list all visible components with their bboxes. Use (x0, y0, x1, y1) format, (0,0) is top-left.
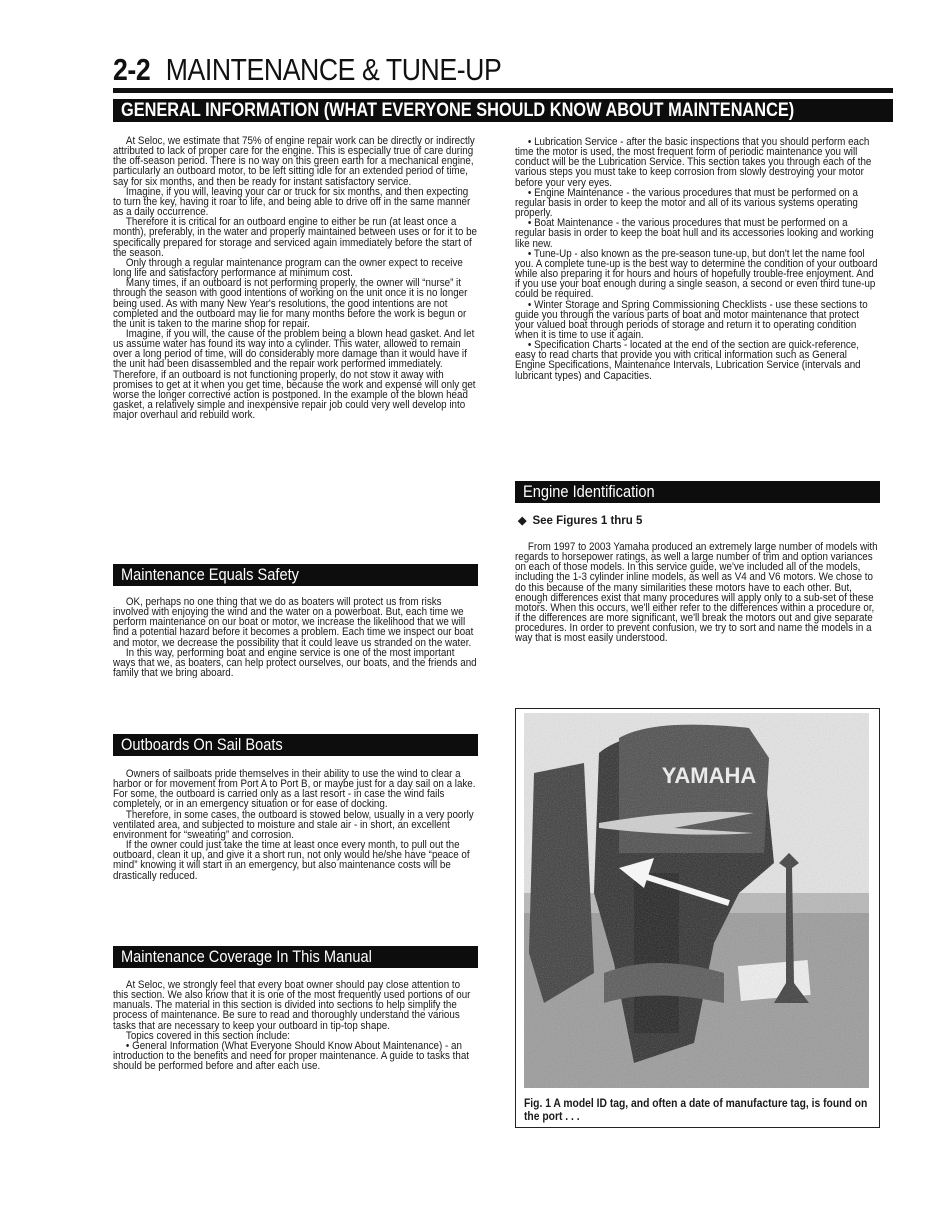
bullet-item: • Engine Maintenance - the various procedures that must be performed on a regular basis in order to keep the motor and all of its various systems operating properly. (515, 186, 858, 220)
safety-text (113, 597, 478, 678)
section-heading-text: Maintenance Equals Safety (121, 565, 299, 584)
paragraph: Therefore, in some cases, the outboard is stowed below, usually in a very poorly ventilated area, and subjected to moisture and stale air - in short, an excellent environment for “sweating” and corrosion. (113, 808, 474, 841)
figure-1 (515, 708, 880, 1128)
diamond-bullet-icon: ◆ (518, 515, 527, 527)
paragraph: Imagine, if you will, the cause of the problem being a blown head gasket. And let us assume water has found its way into a cylinder. This water, allowed to remain over a long period of time, will do considerably more damage than it would have if the unit had been disassembled and the repair work performed immediately. Therefore, if an outboard is not functioning properly, do not stow it away with promises to get at it when you get time, because the work and expense will only get worse the longer corrective action is postponed. In the example of the blown head gasket, a relatively simple and inexpensive repair job could very well develop into major overhaul and rebuild work. (113, 327, 476, 421)
section-heading-sailboats (113, 734, 478, 756)
general-info-text (113, 136, 478, 420)
figure-reference (518, 514, 642, 527)
section-heading-general-information (113, 99, 893, 122)
bullet-item: • Winter Storage and Spring Commissioning Checklists - use these sections to guide you through the various parts of boat and motor maintenance that protect your valued boat through periods of storage and return it to operating condition when it is time to use it again. (515, 298, 868, 341)
section-heading-engine-id (515, 481, 880, 503)
header-rule (113, 88, 893, 93)
coverage-text (113, 980, 478, 1071)
bullet-item: • Boat Maintenance - the various procedures that must be performed on a regular basis in order to keep the boat hull and its accessories looking and working like new. (515, 217, 874, 250)
paragraph: Owners of sailboats pride themselves in their ability to use the wind to clear a harbor or for movement from Port A to Port B, or maybe just for a day sail on a lake. For some, the outboard is carried only as a last resort - in case the wind fails completely, or in an emergency situation or for ease of docking. (113, 769, 476, 811)
bullet-item: • Tune-Up - also known as the pre-season tune-up, but don't let the name fool you. A complete tune-up is the best way to determine the condition of your outboard while also preparing it for hours and hours of hopefully trouble-free enjoyment. And if you use your boat enough during a single season, a second or even third tune-up could be required. (515, 247, 878, 301)
paragraph: Only through a regular maintenance program can the owner expect to receive long life and satisfactory performance at minimum cost. (113, 256, 463, 280)
sailboats-text (113, 769, 478, 881)
paragraph: At Seloc, we strongly feel that every boat owner should pay close attention to this section. We also know that it is one of the most frequently used portions of our manuals. The material in this section is divided into sections to help simplify the process of maintenance. Be sure to read and thoroughly understand the various tasks that are necessary to keep your outboard in tip-top shape. (113, 980, 471, 1032)
figure-caption: Fig. 1 A model ID tag, and often a date of manufacture tag, is found on the port . . . (524, 1096, 868, 1123)
coverage-bullets-continued (515, 137, 880, 381)
engine-id-text (515, 542, 880, 644)
paragraph: Topics covered in this section include: (125, 1029, 291, 1042)
section-heading-safety (113, 564, 478, 586)
see-figures-text: See Figures 1 thru 5 (532, 515, 643, 527)
section-heading-text: GENERAL INFORMATION (WHAT EVERYONE SHOULD KNOW ABOUT MAINTENANCE) (121, 100, 795, 121)
page-title (113, 52, 501, 88)
paragraph: Imagine, if you will, leaving your car or truck for six months, and then expecting to turn the key, having it roar to life, and being able to drive off in the same manner as a daily occurrence. (113, 185, 471, 219)
bullet-item: • General Information (What Everyone Should Know About Maintenance) - an introduction to the benefits and need for proper maintenance. A guide to tasks that should be performed before and after each use. (113, 1039, 470, 1072)
page-number: 2-2 (113, 52, 151, 87)
paragraph: Many times, if an outboard is not performing properly, the owner will “nurse” it through the season with good intentions of working on the unit once it is no longer being used. As with many New Year's resolutions, the good intentions are not completed and the outboard may lie for many months before the work is begun or the unit is taken to the marine shop for repair. (113, 277, 468, 330)
section-heading-text: Engine Identification (523, 482, 655, 501)
paragraph: If the owner could just take the time at least once every month, to pull out the outboard, clean it up, and give it a short run, not only would he/she have “peace of mind” knowing it will start in an emergency, but also maintenance costs will be drastically reduced. (113, 839, 470, 881)
paragraph: Therefore it is critical for an outboard engine to either be run (at least once a month), preferably, in the water and properly maintained between uses or for it to be specifically prepared for storage and serviced again immediately before the start of the season. (113, 216, 477, 259)
section-heading-text: Outboards On Sail Boats (121, 735, 283, 754)
paragraph: OK, perhaps no one thing that we do as boaters will protect us from risks involved with enjoying the wind and the water on a powerboat. But, each time we perform maintenance on our boat or motor, we increase the likelihood that we will find a potential hazard before it becomes a problem. Each time we inspect our boat and motor, we decrease the possibility that it could leave us stranded on the water. (113, 597, 474, 649)
bullet-item: • Specification Charts - located at the end of the section are quick-reference, easy to read charts that provide you with critical information such as General Engine Specifications, Maintenance Intervals, Lubrication Service (intervals and lubricant types) and Capacities. (515, 339, 861, 381)
chapter-title: MAINTENANCE & TUNE-UP (165, 52, 502, 87)
section-heading-text: Maintenance Coverage In This Manual (121, 947, 372, 966)
paragraph: From 1997 to 2003 Yamaha produced an extremely large number of models with regards to horsepower ratings, as well a large number of trim and option variances on each of those models. In this service guide, we've included all of the models, including the 1-3 cylinder inline models, as well as V4 and V6 motors. We chose to do this because of the many similarities these motors have to each other. But, enough differences exist that many procedures will apply only to a sub-set of these motors. When this occurs, we'll either refer to the differences within a procedure or, if the differences are more significant, we'll break the motors out and give separate procedures. In order to prevent confusion, we try to sort and name the models in a way that is most easily understood. (515, 542, 878, 644)
paragraph: In this way, performing boat and engine service is one of the most important ways that we, as boaters, can help protect ourselves, our boats, and the friends and family that we bring aboard. (113, 646, 477, 679)
paragraph: At Seloc, we estimate that 75% of engine repair work can be directly or indirectly attributed to lack of proper care for the engine. This is especially true of care during the off-season period. There is no way on this green earth for a mechanical engine, particularly an outboard motor, to be left sitting idle for an extended period of time, say for six months, and then be ready for instant satisfactory service. (113, 136, 475, 188)
outboard-motor-photo (524, 713, 869, 1088)
bullet-item: • Lubrication Service - after the basic inspections that you should perform each time the motor is used, the most frequent form of periodic maintenance you will conduct will be the Lubrication Service. This section takes you through each of the various steps you must take to keep corrosion from slowly destroying your motor before your very eyes. (515, 137, 872, 189)
yamaha-logo: YAMAHA (661, 763, 757, 788)
section-heading-coverage (113, 946, 478, 968)
